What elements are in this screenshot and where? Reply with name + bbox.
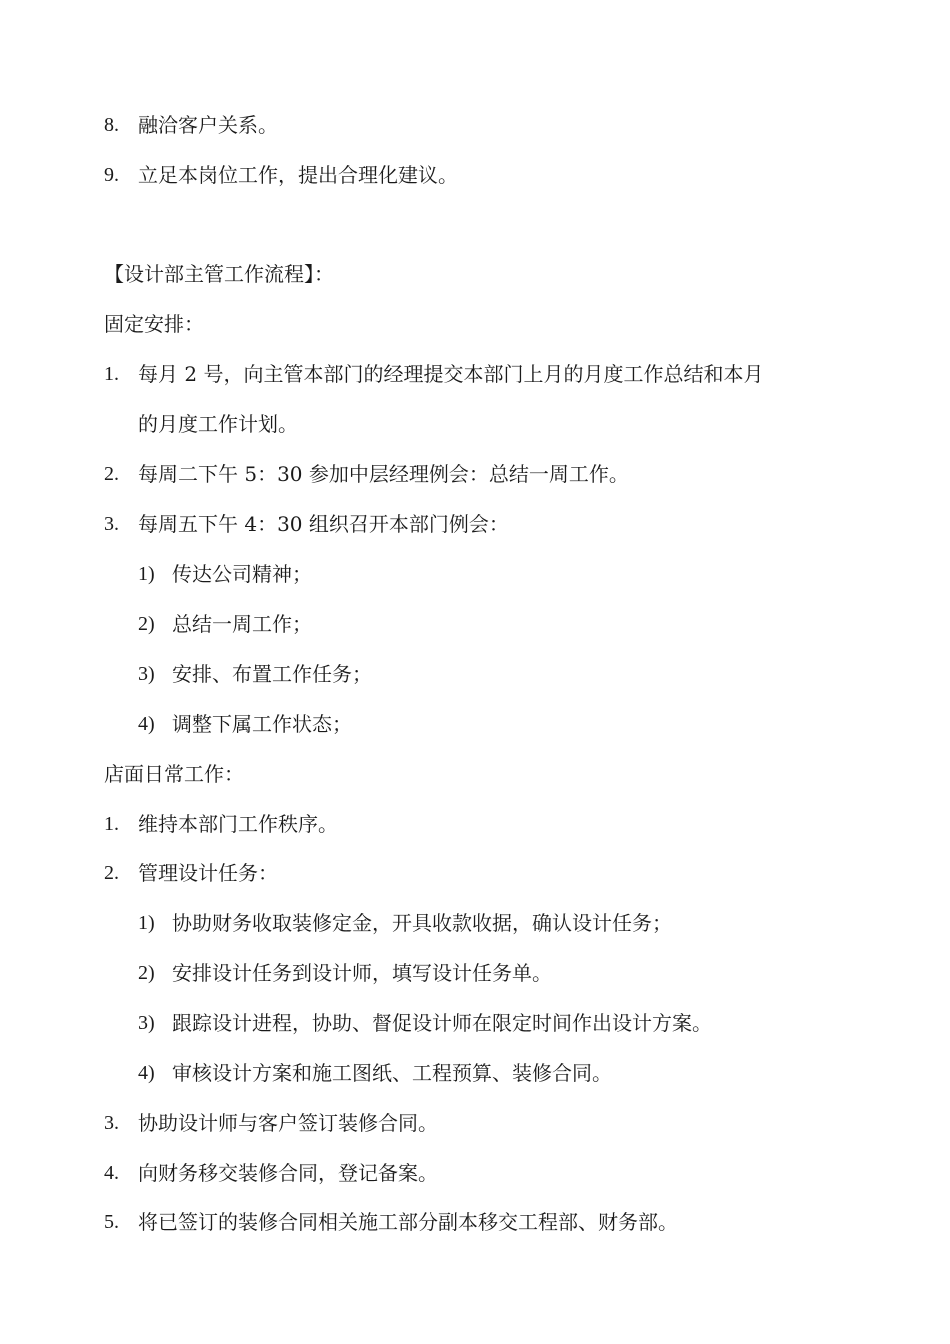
list-number: 9. xyxy=(104,164,119,186)
sub-list-text: 跟踪设计进程，协助、督促设计师在限定时间作出设计方案。 xyxy=(172,1011,712,1035)
sub-list-number: 4) xyxy=(138,713,155,735)
sub-list-number: 3) xyxy=(138,663,155,685)
list-number: 8. xyxy=(104,114,119,136)
list-text: 将已签订的装修合同相关施工部分副本移交工程部、财务部。 xyxy=(138,1210,678,1234)
list-number: 2. xyxy=(104,463,119,485)
sub-list-number: 4) xyxy=(138,1062,155,1084)
sub-list-text: 传达公司精神； xyxy=(172,562,312,586)
sub-list-text: 调整下属工作状态； xyxy=(172,712,352,736)
sub-list-text: 审核设计方案和施工图纸、工程预算、装修合同。 xyxy=(172,1061,612,1085)
list-text: 立足本岗位工作，提出合理化建议。 xyxy=(138,163,458,187)
list-text: 每月 2 号，向主管本部门的经理提交本部门上月的月度工作总结和本月 xyxy=(138,362,764,386)
sub-list-number: 2) xyxy=(138,613,155,635)
list-text: 每周五下午 4：30 组织召开本部门例会： xyxy=(138,512,509,536)
section-title-text: 【设计部主管工作流程】： xyxy=(104,262,334,286)
list-text: 融洽客户关系。 xyxy=(138,113,278,137)
sub-list-number: 2) xyxy=(138,962,155,984)
list-text: 协助设计师与客户签订装修合同。 xyxy=(138,1111,438,1135)
sub-list-text: 安排、布置工作任务； xyxy=(172,662,372,686)
list-text: 每周二下午 5：30 参加中层经理例会：总结一周工作。 xyxy=(138,462,629,486)
sub-list-text: 协助财务收取装修定金，开具收款收据，确认设计任务； xyxy=(172,911,672,935)
sub-list-number: 1) xyxy=(138,912,155,934)
list-text: 维持本部门工作秩序。 xyxy=(138,812,338,836)
list-number: 1. xyxy=(104,363,119,385)
fixed-heading-text: 固定安排： xyxy=(104,312,204,336)
list-number: 1. xyxy=(104,813,119,835)
list-text: 向财务移交装修合同，登记备案。 xyxy=(138,1161,438,1185)
list-number: 3. xyxy=(104,513,119,535)
sub-list-text: 安排设计任务到设计师，填写设计任务单。 xyxy=(172,961,552,985)
list-number: 5. xyxy=(104,1211,119,1233)
list-text: 的月度工作计划。 xyxy=(138,412,298,436)
list-text: 管理设计任务： xyxy=(138,861,278,885)
list-number: 3. xyxy=(104,1112,119,1134)
sub-list-number: 1) xyxy=(138,563,155,585)
list-number: 4. xyxy=(104,1162,119,1184)
daily-heading-text: 店面日常工作： xyxy=(104,762,244,786)
sub-list-number: 3) xyxy=(138,1012,155,1034)
list-number: 2. xyxy=(104,862,119,884)
sub-list-text: 总结一周工作； xyxy=(172,612,312,636)
